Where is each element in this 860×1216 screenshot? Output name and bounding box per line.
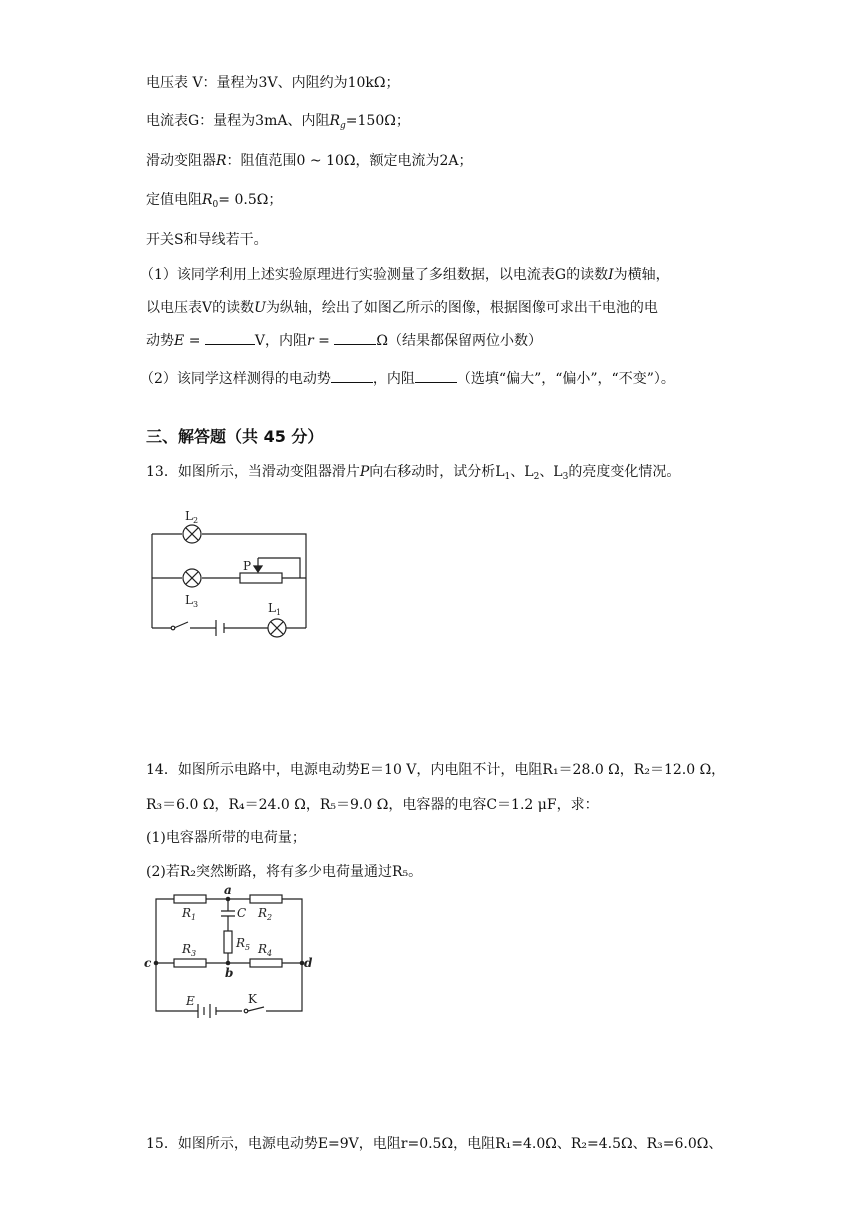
battery: [198, 1004, 216, 1018]
resistor-line: [146, 190, 282, 215]
q12-part1-line1: [140, 265, 670, 285]
text: 定值电阻: [146, 192, 202, 208]
label-r4: $R_4$: [258, 942, 273, 958]
answer-blank[interactable]: [331, 368, 373, 383]
q14-line2: R₃＝6.0 Ω，R₄＝24.0 Ω，R₅＝9.0 Ω，电容器的电容C＝1.2 μF，求：: [146, 797, 599, 813]
q12-part1-line2: [146, 298, 658, 318]
resistor-r1: [174, 895, 206, 903]
label-r2: $R_2$: [258, 906, 273, 922]
subscript: g: [340, 121, 346, 131]
label-r5: $R_5$: [236, 936, 251, 952]
resistor-r3: [174, 959, 206, 967]
text: =: [318, 333, 330, 349]
label-a: a: [224, 885, 232, 897]
label-r1: $R_1$: [182, 906, 197, 922]
resistor-r5: [224, 931, 232, 953]
q12-part1-line3: [146, 330, 542, 351]
label-b: b: [225, 966, 234, 980]
resistor-r4: [250, 959, 282, 967]
answer-blank[interactable]: [205, 330, 255, 345]
symbol: U: [254, 300, 266, 316]
text: ，内阻: [372, 371, 415, 387]
text: Ω（结果都保留两位小数）: [376, 333, 542, 349]
text: =150Ω；: [345, 113, 410, 129]
text: V，内阻: [254, 333, 307, 349]
voltmeter-line: 电压表 V：量程为3V、内阻约为10kΩ；: [146, 75, 400, 91]
symbol: R: [216, 153, 227, 169]
text: = 0.5Ω；: [218, 192, 283, 208]
label-d: d: [304, 956, 313, 970]
text: 、L: [539, 464, 563, 480]
label-l3: $L_3$: [185, 593, 199, 609]
circuit-diagram-q14: [140, 885, 330, 1025]
label-l1: $L_1$: [268, 601, 282, 617]
rheostat-line: [146, 151, 473, 171]
text: （2）该同学这样测得的电动势: [140, 371, 331, 387]
rheostat-slider: [258, 558, 300, 578]
switch-line: 开关S和导线若干。: [146, 232, 268, 248]
symbol: r: [307, 333, 314, 349]
rheostat: [240, 573, 282, 583]
q14-line3: (1)电容器所带的电荷量；: [146, 830, 306, 846]
text: 为纵轴，绘出了如图乙所示的图像，根据图像可求出干电池的电: [265, 300, 658, 316]
circuit-diagram-q13: [140, 500, 320, 640]
label-p: P: [243, 559, 252, 573]
label-c: c: [144, 956, 152, 970]
symbol: R: [202, 192, 213, 208]
label-l2: $L_2$: [185, 509, 199, 525]
text: 为横轴，: [613, 267, 670, 283]
galvanometer-line: [146, 111, 410, 136]
section-heading: 三、解答题（共 45 分）: [146, 427, 324, 446]
q13-text: [146, 462, 680, 487]
text: 的亮度变化情况。: [568, 464, 681, 480]
symbol: R: [329, 113, 341, 129]
text: =: [188, 333, 201, 349]
text: 电流表G：量程为3mA、内阻: [146, 113, 330, 129]
resistor-r2: [250, 895, 282, 903]
text: 滑动变阻器: [146, 153, 216, 169]
symbol: P: [359, 464, 370, 480]
q12-part2: [140, 368, 675, 389]
text: 动势: [146, 333, 174, 349]
answer-blank[interactable]: [334, 330, 376, 345]
label-e: E: [186, 994, 195, 1008]
label-r3: $R_3$: [182, 942, 197, 958]
subscript: 1: [504, 472, 511, 482]
subscript: 0: [212, 200, 219, 210]
text: （1）该同学利用上述实验原理进行实验测量了多组数据，以电流表G的读数: [140, 267, 609, 283]
text: ：阻值范围0 ~ 10Ω，额定电流为2A；: [226, 153, 473, 169]
symbol: I: [608, 267, 614, 283]
battery: [216, 620, 224, 636]
text: （选填“偏大”，“偏小”，“不变”）。: [456, 371, 675, 387]
label-k: K: [248, 992, 257, 1006]
label-capacitor: C: [237, 906, 247, 920]
answer-blank[interactable]: [415, 368, 457, 383]
text: 13．如图所示，当滑动变阻器滑片: [146, 464, 360, 480]
text: 以电压表V的读数: [146, 300, 255, 316]
q14-line4: (2)若R₂突然断路，将有多少电荷量通过R₅。: [146, 864, 423, 880]
q14-line1: 14．如图所示电路中，电源电动势E＝10 V，内电阻不计，电阻R₁＝28.0 Ω，R₂＝12.0 Ω，: [146, 762, 726, 778]
symbol: E: [174, 333, 185, 349]
subscript: 2: [533, 472, 540, 482]
text: 向右移动时，试分析L: [369, 464, 505, 480]
subscript: 3: [562, 472, 569, 482]
text: 、L: [510, 464, 534, 480]
q15-line1: 15．如图所示，电源电动势E=9V，电阻r=0.5Ω，电阻R₁=4.0Ω、R₂=4.5Ω、R₃=6.0Ω、: [146, 1136, 723, 1152]
